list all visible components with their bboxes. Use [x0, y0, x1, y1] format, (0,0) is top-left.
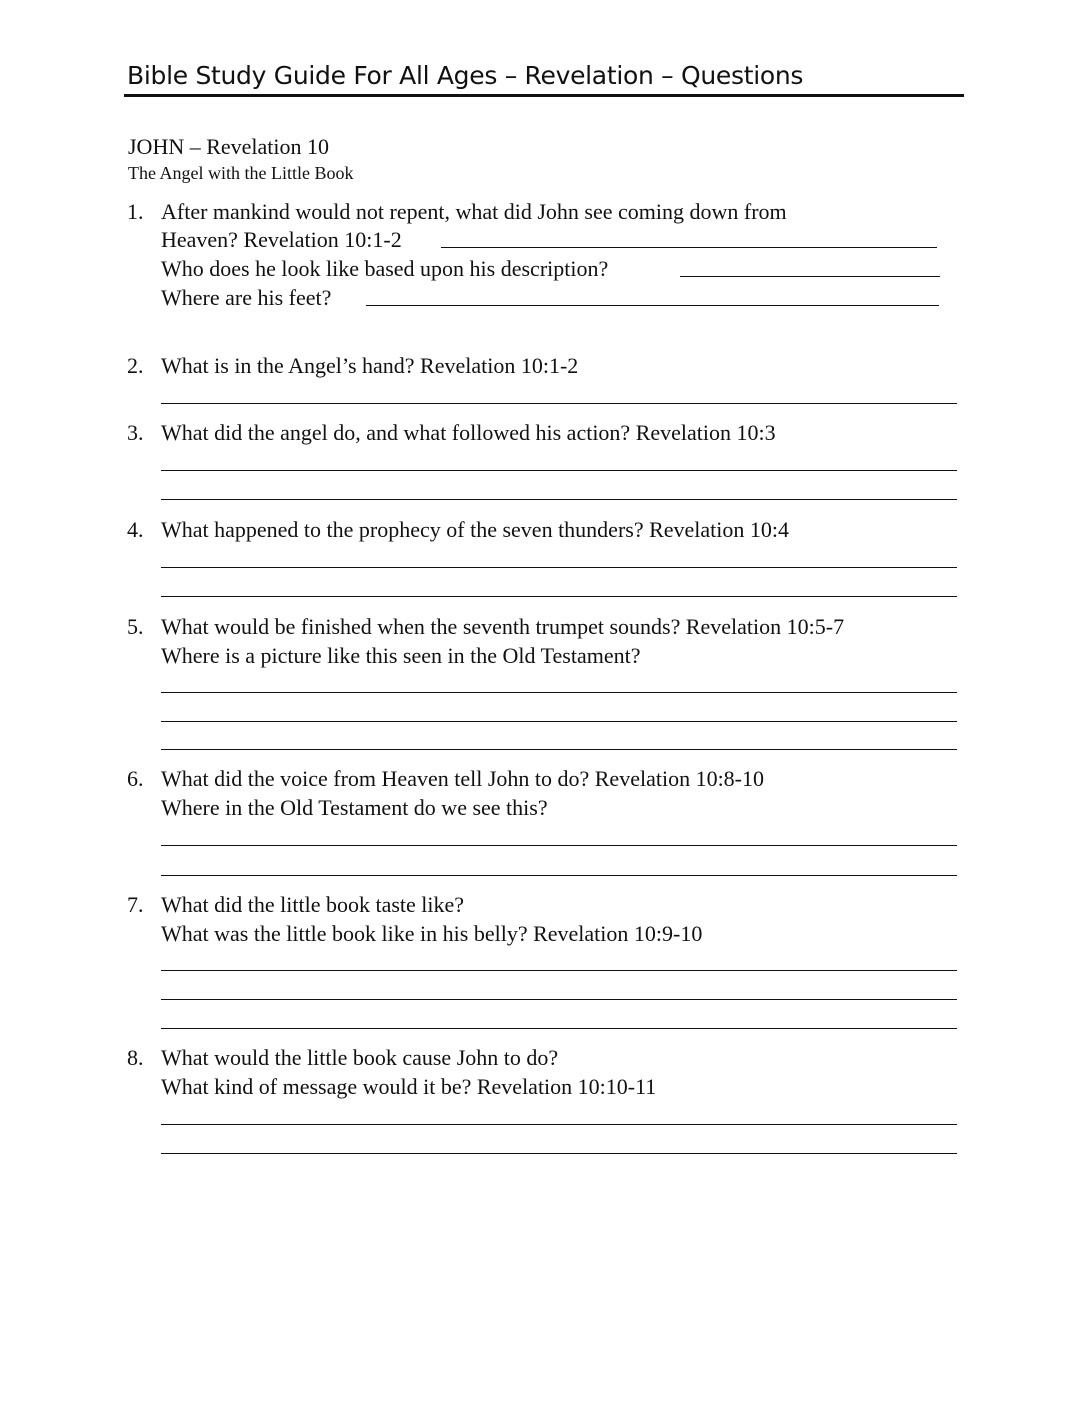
question-7-number: 7. [127, 892, 144, 917]
question-5-number: 5. [127, 614, 144, 639]
question-1-text: After mankind would not repent, what did John see coming down from [161, 199, 787, 224]
question-8-text: What kind of message would it be? Revelation 10:10-11 [161, 1074, 657, 1099]
answer-line[interactable] [161, 567, 957, 568]
header-rule [124, 94, 964, 97]
question-7-text: What was the little book like in his belly? Revelation 10:9-10 [161, 921, 703, 946]
question-5-text: Where is a picture like this seen in the Old Testament? [161, 643, 641, 668]
question-6-text: What did the voice from Heaven tell John to do? Revelation 10:8-10 [161, 766, 765, 791]
question-2-text: What is in the Angel’s hand? Revelation 10:1-2 [161, 353, 579, 378]
answer-line[interactable] [161, 470, 957, 471]
question-4-number: 4. [127, 517, 144, 542]
answer-line[interactable] [161, 875, 957, 876]
question-1-text: Heaven? Revelation 10:1-2 [161, 227, 402, 252]
page-header-title: Bible Study Guide For All Ages – Revelation – Questions [127, 61, 804, 90]
answer-line[interactable] [161, 499, 957, 500]
answer-line[interactable] [161, 749, 957, 750]
answer-line[interactable] [161, 1028, 957, 1029]
question-2-number: 2. [127, 353, 144, 378]
answer-line[interactable] [366, 305, 939, 306]
question-8-text: What would the little book cause John to do? [161, 1045, 559, 1070]
question-4-text: What happened to the prophecy of the seven thunders? Revelation 10:4 [161, 517, 790, 542]
answer-line[interactable] [161, 692, 957, 693]
question-3-text: What did the angel do, and what followed his action? Revelation 10:3 [161, 420, 776, 445]
question-1-text: Who does he look like based upon his description? [161, 256, 609, 281]
question-7-text: What did the little book taste like? [161, 892, 465, 917]
answer-line[interactable] [161, 1153, 957, 1154]
question-5-text: What would be finished when the seventh trumpet sounds? Revelation 10:5-7 [161, 614, 845, 639]
answer-line[interactable] [161, 970, 957, 971]
section-subtitle: The Angel with the Little Book [128, 163, 354, 183]
question-1-number: 1. [127, 199, 144, 224]
question-1-text: Where are his feet? [161, 285, 332, 310]
question-6-number: 6. [127, 766, 144, 791]
question-3-number: 3. [127, 420, 144, 445]
section-title: JOHN – Revelation 10 [128, 134, 330, 159]
answer-line[interactable] [161, 596, 957, 597]
answer-line[interactable] [161, 1124, 957, 1125]
question-6-text: Where in the Old Testament do we see this? [161, 795, 548, 820]
question-8-number: 8. [127, 1045, 144, 1070]
answer-line[interactable] [441, 247, 937, 248]
answer-line[interactable] [161, 721, 957, 722]
answer-line[interactable] [161, 845, 957, 846]
answer-line[interactable] [161, 999, 957, 1000]
answer-line[interactable] [161, 403, 957, 404]
answer-line[interactable] [680, 276, 940, 277]
